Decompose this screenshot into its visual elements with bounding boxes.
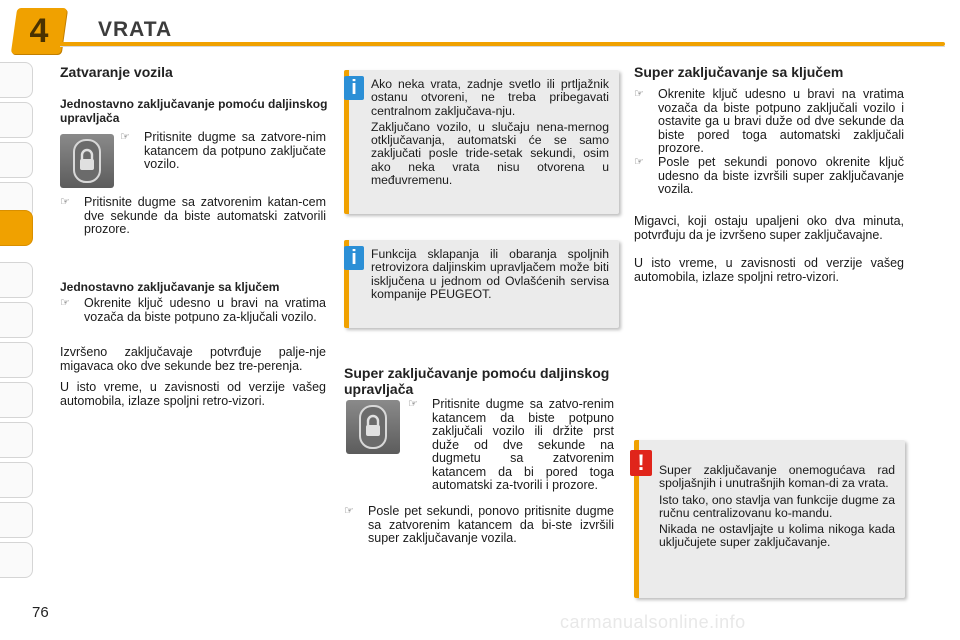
subsection-title-remote-lock: Jednostavno zaključavanje pomoću daljinskog upravljača [60,97,328,125]
warning-text: Nikada ne ostavljajte u kolima nikoga kada uključujete super zaključavanje. [659,522,895,550]
chapter-tab[interactable] [0,382,33,418]
chapter-tab[interactable] [0,302,33,338]
watermark: carmanualsonline.info [560,612,746,632]
page-title: VRATA [98,18,173,41]
chapter-tab[interactable] [0,422,33,458]
info-icon: i [344,246,364,270]
pointing-hand-icon: ☞ [60,196,70,208]
pointing-hand-icon: ☞ [634,156,644,168]
chapter-tab[interactable] [0,262,33,298]
chapter-tab[interactable] [0,62,33,98]
pointing-hand-icon: ☞ [60,297,70,309]
pointing-hand-icon: ☞ [634,88,644,100]
warning-icon: ! [630,450,652,476]
chapter-number: 4 [29,12,49,50]
paragraph: Migavci, koji ostaju upaljeni oko dva minuta, potvrđuju da je izvršeno super zaključavajne. [634,214,904,242]
chapter-tab[interactable] [0,342,33,378]
bullet-item: ☞ Posle pet sekundi, ponovo pritisnite dugme sa zatvorenim katancem da bi-ste izvršili super zaključavanje vozila. [344,504,614,545]
section-title-closing: Zatvaranje vozila [60,64,173,80]
bullet-item: ☞ Okrenite ključ udesno u bravi na vratima vozača da biste potpuno za-ključali vozilo. [60,296,326,324]
lock-button-icon [60,134,114,188]
info-box [344,70,619,214]
header-rule-shadow [60,46,945,47]
info-icon: i [344,76,364,100]
chapter-tab[interactable] [0,142,33,178]
warning-text: Isto tako, ono stavlja van funkcije dugme za ručnu centralizovanu ko-mandu. [659,492,895,520]
info-text: Funkcija sklapanja ili obaranja spoljnih retrovizora daljinskim upravljačem može biti isključena u jednom od Ovlašćenih servisa kompanije PEUGEOT. [371,247,609,301]
info-text: Zaključano vozilo, u slučaju nena-mernog otključavanja, automatski će se samo zaključati posle tride-setak sekundi, osim ako neka vrata nisu otvorena u međuvremenu. [371,119,609,188]
section-title-super-lock-key: Super zaključavanje sa ključem [634,64,844,80]
lock-button-icon [346,400,400,454]
paragraph: U isto vreme, u zavisnosti od verzije vašeg automobila, izlaze spoljni retro-vizori. [634,256,904,284]
warning-box [634,440,905,598]
warning-text: Super zaključavanje onemogućava rad spoljašnjih i unutrašnjih koman-di za vrata. [659,463,895,491]
pointing-hand-icon: ☞ [344,505,354,517]
info-text: Ako neka vrata, zadnje svetlo ili prtljažnik ostanu otvoreni, ne treba pribegavati centralnom zaključava-nju. [371,77,609,118]
chapter-tab-active[interactable] [0,210,33,246]
pointing-hand-icon: ☞ [408,398,418,410]
paragraph: U isto vreme, u zavisnosti od verzije vašeg automobila, izlaze spoljni retro-vizori. [60,380,326,408]
bullet-item: ☞ Pritisnite dugme sa zatvo-renim katancem da biste potpuno zaključali vozilo ili držite prst duže od dve sekunde na dugmetu sa zatvorenim katancem da bi pored toga automatski za-tvorili i prozore. [408,397,614,492]
chapter-tab[interactable] [0,502,33,538]
chapter-tab[interactable] [0,462,33,498]
page-number: 76 [32,604,49,621]
paragraph: Izvršeno zaključavaje potvrđuje palje-nje migavaca oko dve sekunde bez tre-perenja. [60,345,326,373]
bullet-item: ☞ Okrenite ključ udesno u bravi na vratima vozača da biste potpuno zaključali vozilo i ostavite ga u bravi duže od dve sekunde da biste pored toga automatski zaključali prozore. [634,87,904,155]
chapter-tab[interactable] [0,102,33,138]
section-title-super-lock-remote: Super zaključavanje pomoću daljinskog upravljača [344,365,610,397]
subsection-title-key-lock: Jednostavno zaključavanje sa ključem [60,280,280,294]
info-box [344,240,619,328]
chapter-tab[interactable] [0,542,33,578]
bullet-item: ☞ Pritisnite dugme sa zatvorenim katan-cem dve sekunde da biste automatski zatvorili prozore. [60,195,326,236]
bullet-item: ☞ Pritisnite dugme sa zatvore-nim katancem da potpuno zaključate vozilo. [120,130,326,171]
pointing-hand-icon: ☞ [120,131,130,143]
bullet-item: ☞ Posle pet sekundi ponovo okrenite ključ udesno da biste izvršili super zaključavanje vozila. [634,155,904,196]
